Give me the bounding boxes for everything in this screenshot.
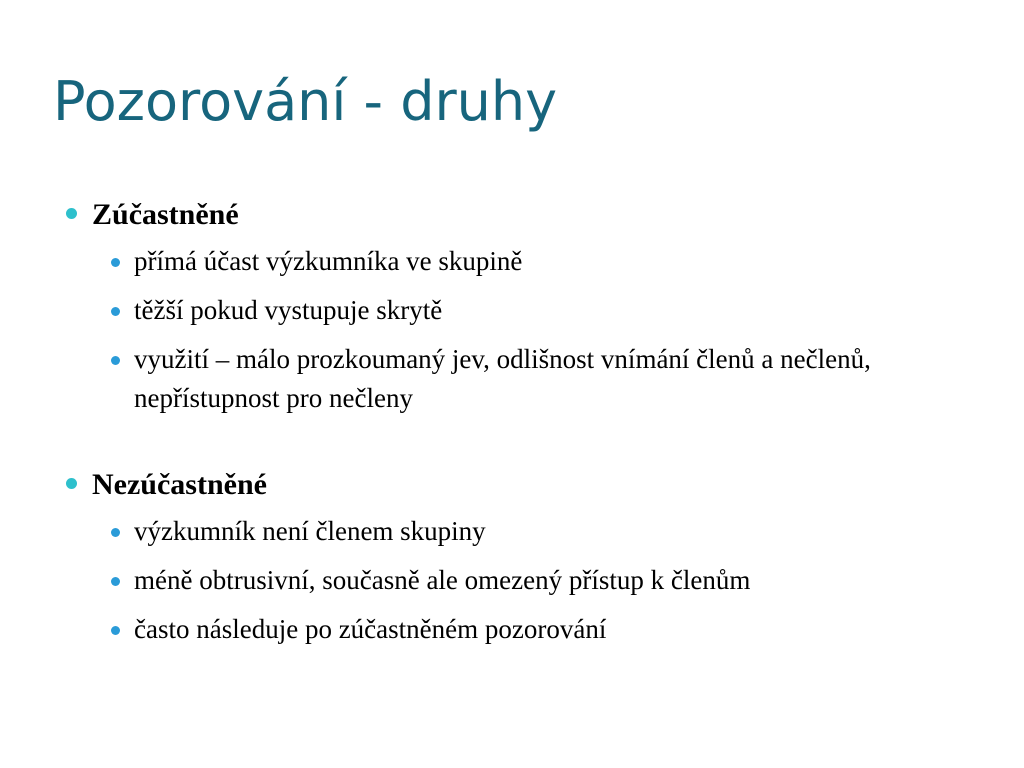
section-heading-text: Nezúčastněné [92, 468, 267, 501]
bullet-list [62, 242, 962, 418]
blue-bullet-icon [111, 528, 120, 537]
teal-bullet-icon [66, 478, 77, 489]
list-item [62, 512, 962, 551]
blue-bullet-icon [111, 626, 120, 635]
slide-body [62, 192, 962, 659]
blue-bullet-icon [111, 356, 120, 365]
list-item-text: často následuje po zúčastněném pozorování [134, 614, 607, 644]
bullet-list [62, 512, 962, 649]
section-heading-text: Zúčastněné [92, 198, 239, 231]
list-item-text: těžší pokud vystupuje skrytě [134, 295, 443, 325]
list-item-text: výzkumník není členem skupiny [134, 516, 486, 546]
slide-title: Pozorování - druhy [53, 70, 558, 133]
list-item [62, 340, 924, 418]
section-nezucastnene [62, 462, 962, 649]
list-item [62, 561, 894, 600]
teal-bullet-icon [66, 208, 77, 219]
blue-bullet-icon [111, 307, 120, 316]
list-item-text: méně obtrusivní, současně ale omezený přístup k členům [134, 565, 751, 595]
list-item-text: využití – málo prozkoumaný jev, odlišnost vnímání členů a nečlenů, nepřístupnost pro nečleny [134, 344, 871, 413]
section-zucastnene [62, 192, 962, 418]
section-heading [62, 462, 962, 508]
section-heading [62, 192, 962, 238]
blue-bullet-icon [111, 258, 120, 267]
list-item [62, 291, 962, 330]
list-item [62, 610, 962, 649]
list-item [62, 242, 962, 281]
blue-bullet-icon [111, 577, 120, 586]
list-item-text: přímá účast výzkumníka ve skupině [134, 246, 523, 276]
